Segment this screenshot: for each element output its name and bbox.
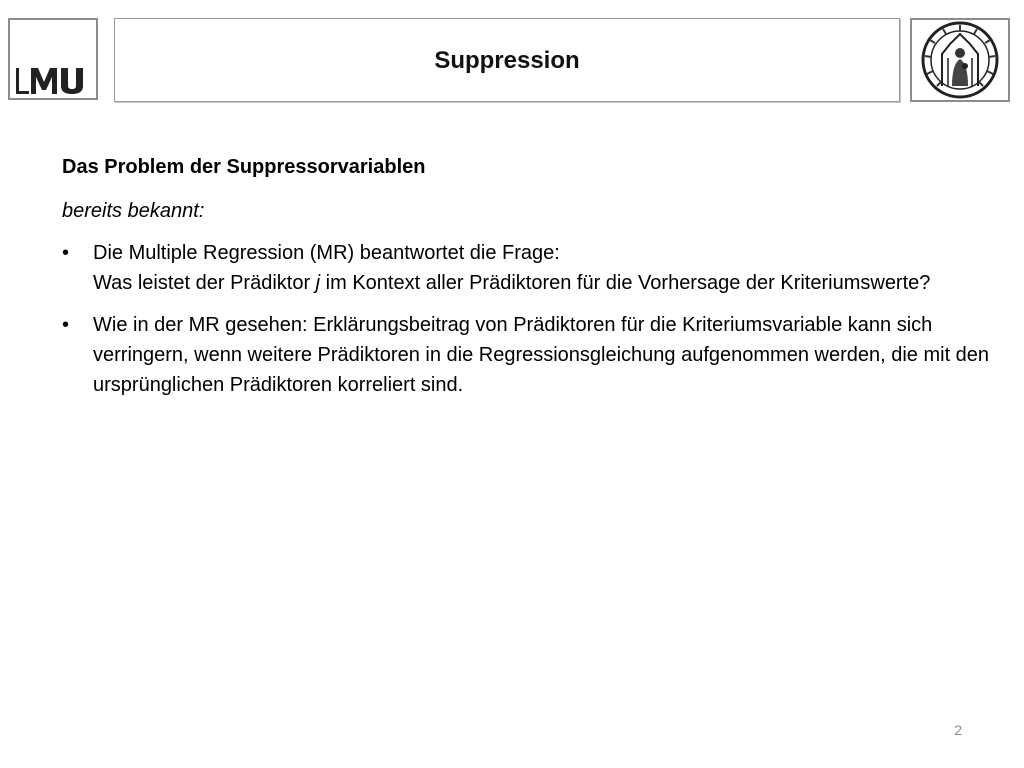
list-item (62, 238, 992, 298)
lmu-logo-mark (14, 66, 94, 96)
university-seal (910, 18, 1010, 102)
bullet-text-line1: Die Multiple Regression (MR) beantwortet die Frage: (93, 242, 560, 264)
bullet-text-line2-post: im Kontext aller Prädiktoren für die Vorhersage der Kriteriumswerte? (320, 272, 931, 294)
bullet-icon: • (62, 314, 70, 336)
slide-title: Suppression (434, 47, 580, 74)
page-number: 2 (954, 722, 962, 738)
list-item (62, 310, 992, 400)
seal-icon (912, 20, 1008, 100)
bullet-text: Wie in der MR gesehen: Erklärungsbeitrag von Prädiktoren für die Kriteriumsvariable kann sich verringern, wenn weitere Prädiktoren in die Regressionsgleichung aufgenommen werden, die mit den ursprünglichen Prädiktoren korreliert sind. (93, 314, 990, 396)
section-subheading: bereits bekannt: (62, 200, 205, 222)
slide-content (62, 152, 992, 412)
title-box (114, 18, 900, 102)
lmu-logo (8, 18, 98, 100)
bullet-icon: • (62, 242, 70, 264)
variable-j: j (315, 272, 321, 294)
bullet-text-line2-pre: Was leistet der Prädiktor (93, 272, 316, 294)
section-heading: Das Problem der Suppressorvariablen (62, 156, 426, 178)
bullet-list (62, 238, 992, 400)
